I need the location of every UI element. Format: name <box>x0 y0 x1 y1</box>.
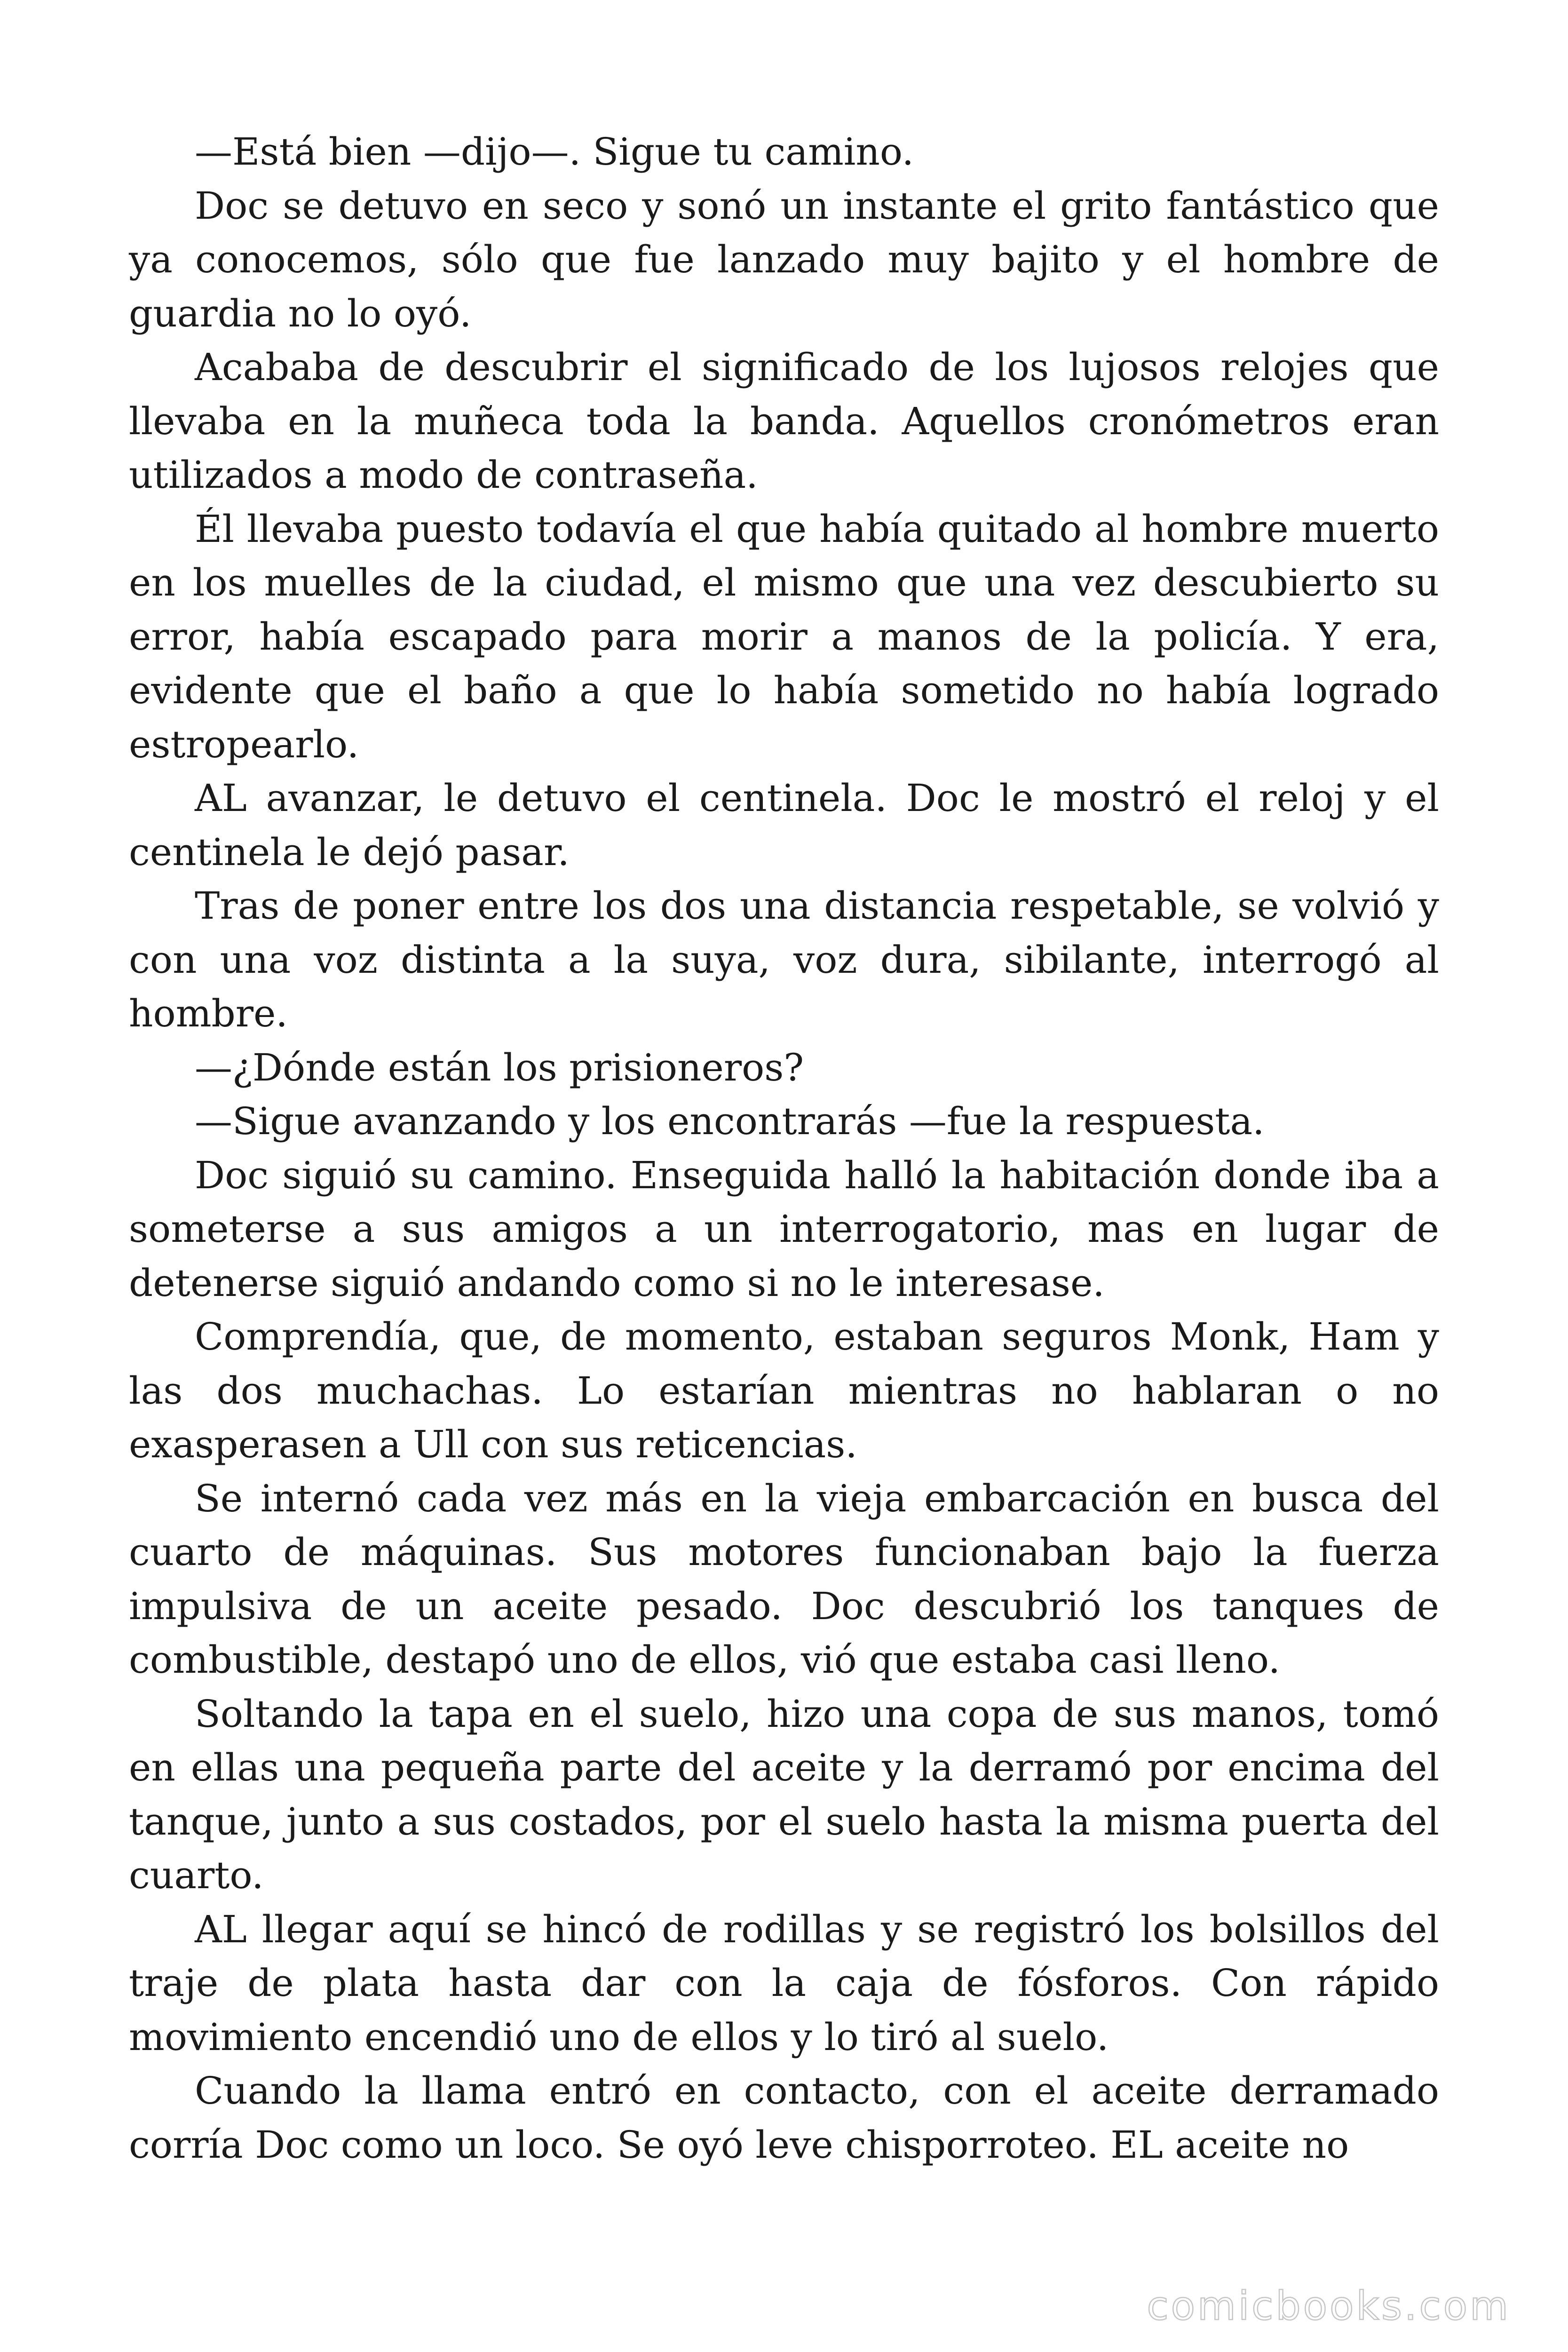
paragraph: Soltando la tapa en el suelo, hizo una copa de sus manos, tomó en ellas una pequeña parte del aceite y la derramó por encima del tanque, junto a sus costados, por el suelo hasta la misma puerta del cuarto. <box>129 1692 1439 1897</box>
paragraph: Comprendía, que, de momento, estaban seguros Monk, Ham y las dos muchachas. Lo estarían mientras no hablaran o no exasperasen a Ull con sus reticencias. <box>129 1315 1439 1466</box>
paragraph: AL llegar aquí se hincó de rodillas y se registró los bolsillos del traje de plata hasta dar con la caja de fósforos. Con rápido movimiento encendió uno de ellos y lo tiró al suelo. <box>129 1907 1439 2059</box>
watermark: comicbooks.com <box>1147 2283 1511 2329</box>
paragraph: Acababa de descubrir el significado de los lujosos relojes que llevaba en la muñeca toda la banda. Aquellos cronómetros eran utilizados a modo de contraseña. <box>129 345 1439 497</box>
paragraph: —Sigue avanzando y los encontrarás —fue la respuesta. <box>195 1099 1265 1143</box>
paragraph: Cuando la llama entró en contacto, con el aceite derramado corría Doc como un loco. Se oyó leve chisporroteo. EL aceite no <box>129 2069 1439 2167</box>
paragraph: Él llevaba puesto todavía el que había quitado al hombre muerto en los muelles de la ciudad, el mismo que una vez descubierto su error, había escapado para morir a manos de la policía. Y era, evidente que el baño a que lo había sometido no había logrado estropearlo. <box>129 507 1439 766</box>
paragraph: Doc siguió su camino. Enseguida halló la habitación donde iba a someterse a sus amigos a un interrogatorio, mas en lugar de detenerse siguió andando como si no le interesase. <box>129 1153 1439 1305</box>
page-body <box>129 125 1439 2172</box>
paragraph: AL avanzar, le detuvo el centinela. Doc le mostró el reloj y el centinela le dejó pasar. <box>129 776 1439 874</box>
paragraph: —¿Dónde están los prisioneros? <box>195 1045 804 1089</box>
paragraph: Doc se detuvo en seco y sonó un instante el grito fantástico que ya conocemos, sólo que fue lanzado muy bajito y el hombre de guardia no lo oyó. <box>129 183 1439 335</box>
paragraph: Se internó cada vez más en la vieja embarcación en busca del cuarto de máquinas. Sus motores funcionaban bajo la fuerza impulsiva de un aceite pesado. Doc descubrió los tanques de combustible, destapó uno de ellos, vió que estaba casi lleno. <box>129 1476 1439 1682</box>
paragraph: —Está bien —dijo—. Sigue tu camino. <box>195 130 914 174</box>
paragraph: Tras de poner entre los dos una distancia respetable, se volvió y con una voz distinta a la suya, voz dura, sibilante, interrogó al hombre. <box>129 884 1439 1035</box>
